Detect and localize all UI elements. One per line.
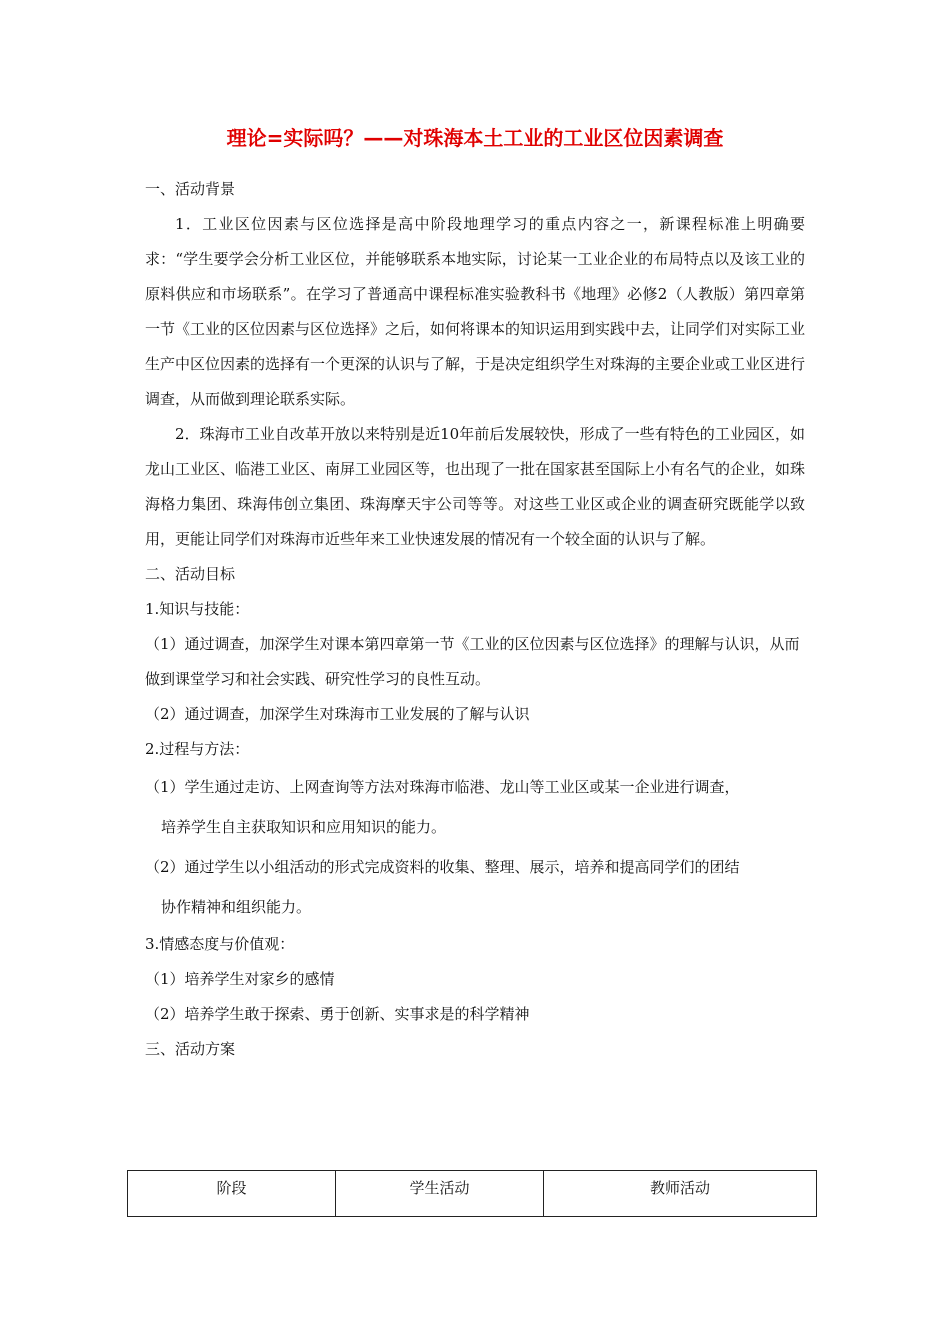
goal-process-item-1 bbox=[145, 767, 805, 847]
goal-process-item-2 bbox=[145, 847, 805, 927]
background-paragraph-2: 2．珠海市工业自改革开放以来特别是近10年前后发展较快，形成了一些有特色的工业园区，如龙山工业区、临港工业区、南屏工业园区等，也出现了一批在国家甚至国际上小有名气的企业，如珠海格力集团、珠海伟创立集团、珠海摩天宇公司等等。对这些工业区或企业的调查研究既能学以致用，更能让同学们对珠海市近些年来工业快速发展的情况有一个较全面的认识与了解。 bbox=[145, 425, 806, 548]
table-header-student-activity: 学生活动 bbox=[336, 1171, 544, 1217]
table-header-row bbox=[128, 1171, 817, 1217]
goal-heading-knowledge: 1.知识与技能： bbox=[145, 600, 250, 618]
section-heading-plan: 三、活动方案 bbox=[145, 1040, 236, 1058]
goal-heading-attitude: 3.情感态度与价值观： bbox=[145, 935, 295, 953]
background-paragraph-1: 1．工业区位因素与区位选择是高中阶段地理学习的重点内容之一，新课程标准上明确要求：“学生要学会分析工业区位，并能够联系本地实际，讨论某一工业企业的布局特点以及该工业的原料供应和市场联系”。在学习了普通高中课程标准实验教科书《地理》必修2（人教版）第四章第一节《工业的区位因素与区位选择》之后，如何将课本的知识运用到实践中去，让同学们对实际工业生产中区位因素的选择有一个更深的认识与了解，于是决定组织学生对珠海的主要企业或工业区进行调查，从而做到理论联系实际。 bbox=[145, 215, 806, 408]
section-heading-goals: 二、活动目标 bbox=[145, 565, 236, 583]
goal-knowledge-item-2: （2）通过调查，加深学生对珠海市工业发展的了解与认识 bbox=[145, 705, 530, 723]
goal-process-item-1-line-1: （1）学生通过走访、上网查询等方法对珠海市临港、龙山等工业区或某一企业进行调查， bbox=[145, 778, 740, 796]
activity-plan-table bbox=[127, 1170, 817, 1217]
table-header-teacher-activity: 教师活动 bbox=[544, 1171, 817, 1217]
goal-process-item-1-line-2: 培养学生自主获取知识和应用知识的能力。 bbox=[161, 818, 447, 836]
goal-process-item-2-line-2: 协作精神和组织能力。 bbox=[161, 898, 312, 916]
document-title: 理论=实际吗？——对珠海本土工业的工业区位因素调查 bbox=[226, 126, 724, 150]
goal-attitude-item-2: （2）培养学生敢于探索、勇于创新、实事求是的科学精神 bbox=[145, 1005, 530, 1023]
goal-process-item-2-line-1: （2）通过学生以小组活动的形式完成资料的收集、整理、展示，培养和提高同学们的团结 bbox=[145, 858, 740, 876]
goal-heading-process: 2.过程与方法： bbox=[145, 740, 250, 758]
goal-knowledge-item-1: （1）通过调查，加深学生对课本第四章第一节《工业的区位因素与区位选择》的理解与认识，从而做到课堂学习和社会实践、研究性学习的良性互动。 bbox=[145, 635, 800, 688]
goal-attitude-item-1: （1）培养学生对家乡的感情 bbox=[145, 970, 335, 988]
document-body bbox=[145, 172, 805, 1067]
section-heading-background: 一、活动背景 bbox=[145, 180, 236, 198]
table-header-stage: 阶段 bbox=[128, 1171, 336, 1217]
